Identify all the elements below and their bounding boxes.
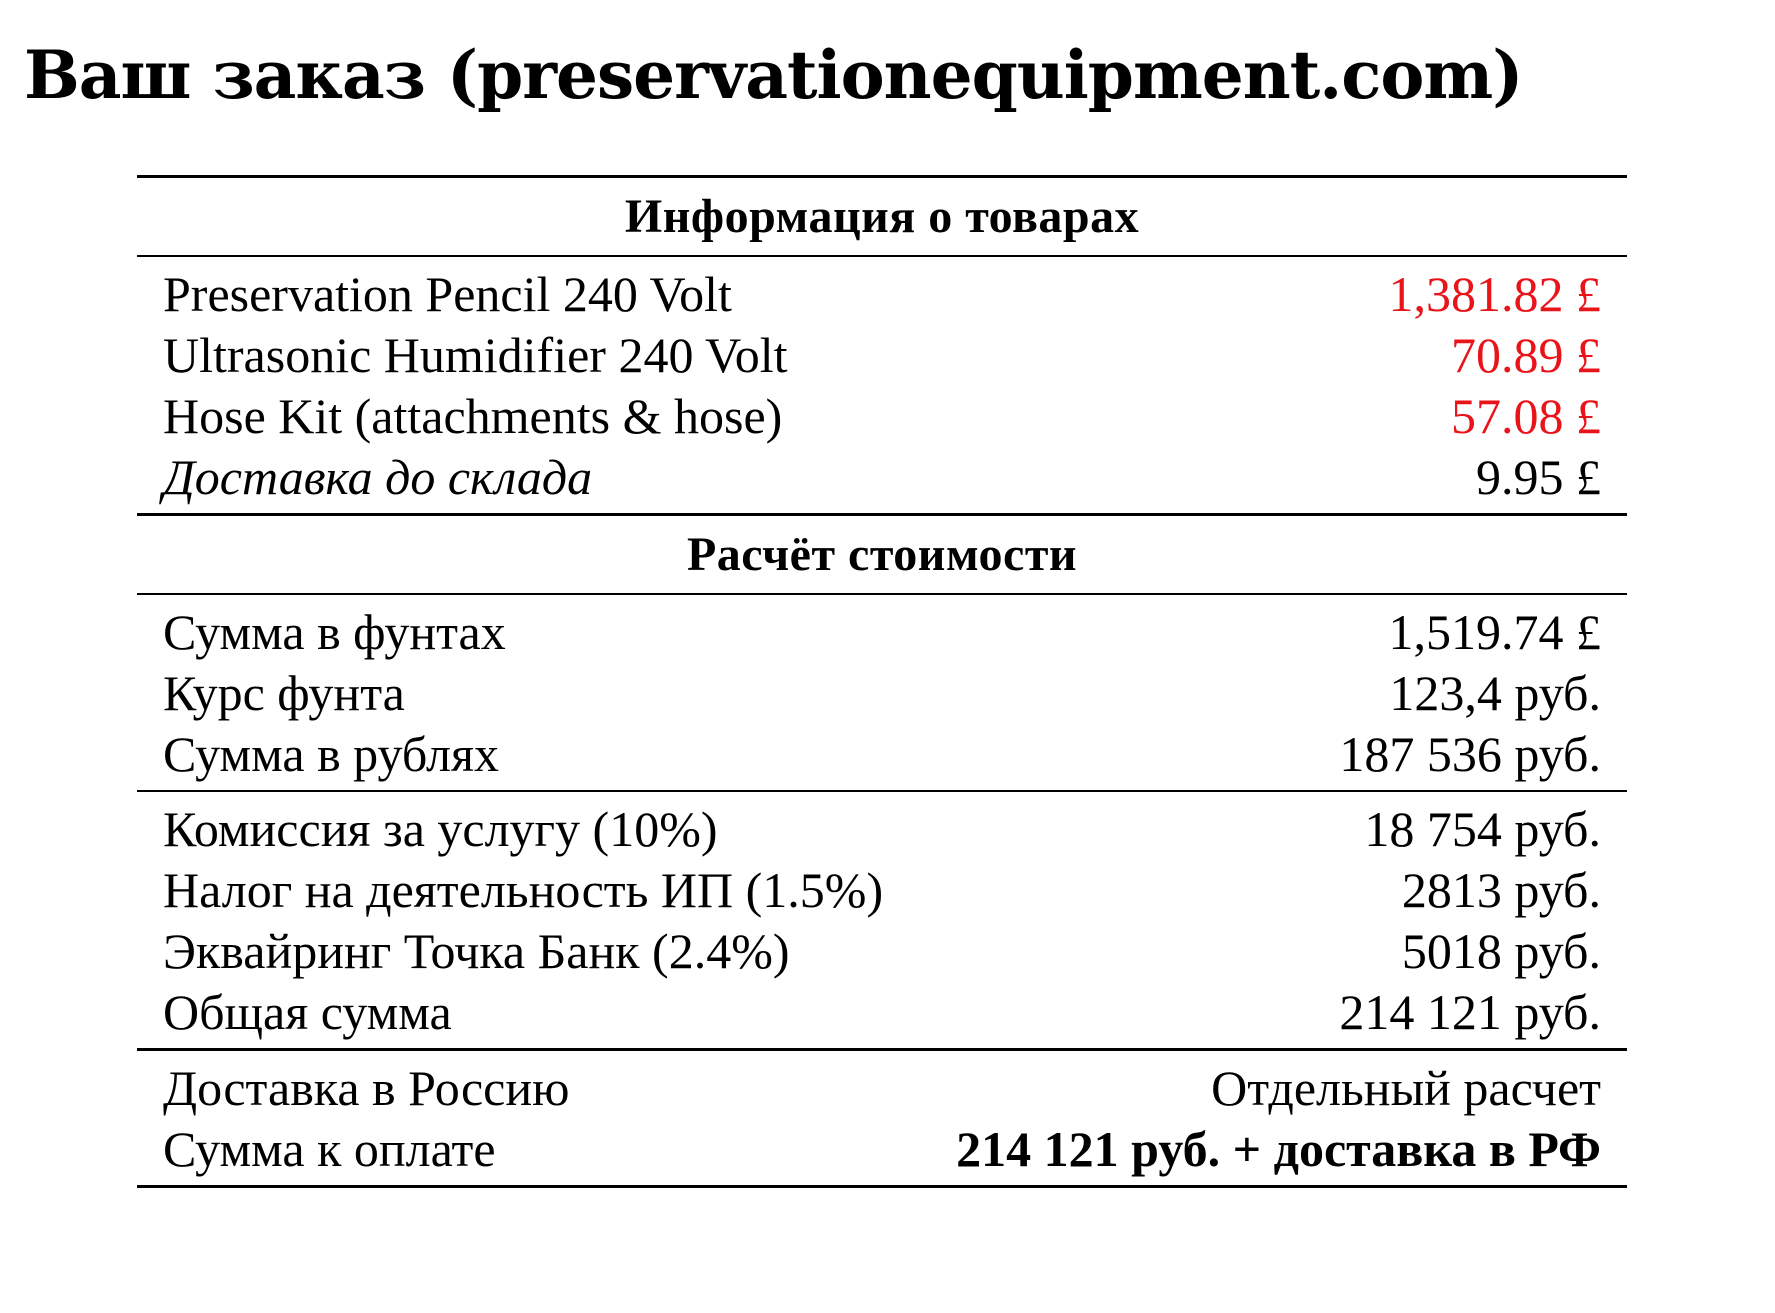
page-title: Ваш заказ (preservationequipment.com) [24, 36, 1523, 114]
exchange-rate-label: Курс фунта [163, 664, 405, 721]
sum-rub-row [163, 723, 1601, 784]
tax-value: 2813 руб. [1401, 861, 1601, 918]
commission-value: 18 754 руб. [1364, 800, 1601, 857]
tax-label: Налог на деятельность ИП (1.5%) [163, 861, 884, 918]
commission-label: Комиссия за услугу (10%) [163, 800, 718, 857]
product-price: 70.89 £ [1451, 326, 1601, 383]
sum-gbp-row [163, 601, 1601, 662]
acquiring-row [163, 920, 1601, 981]
delivery-russia-label: Доставка в Россию [163, 1059, 570, 1116]
product-price: 57.08 £ [1451, 387, 1601, 444]
sum-gbp-label: Сумма в фунтах [163, 603, 506, 660]
products-section-header: Информация о товарах [137, 175, 1627, 257]
fees-group [137, 790, 1627, 1048]
acquiring-value: 5018 руб. [1401, 922, 1601, 979]
total-value: 214 121 руб. [1339, 983, 1601, 1040]
total-label: Общая сумма [163, 983, 452, 1040]
exchange-rate-value: 123,4 руб. [1389, 664, 1601, 721]
product-price: 1,381.82 £ [1388, 265, 1601, 322]
product-name: Hose Kit (attachments & hose) [163, 387, 783, 444]
product-row [163, 385, 1601, 446]
sum-gbp-value: 1,519.74 £ [1388, 603, 1601, 660]
total-row [163, 981, 1601, 1042]
payment-group [137, 1048, 1627, 1188]
warehouse-shipping-label: Доставка до склада [163, 448, 593, 505]
amount-due-label: Сумма к оплате [163, 1120, 496, 1177]
acquiring-label: Эквайринг Точка Банк (2.4%) [163, 922, 790, 979]
conversion-group [137, 595, 1627, 790]
product-row [163, 263, 1601, 324]
products-list [137, 257, 1627, 513]
amount-due-row [163, 1118, 1601, 1179]
amount-due-value: 214 121 руб. + доставка в РФ [956, 1120, 1601, 1177]
warehouse-shipping-row [163, 446, 1601, 507]
order-summary-table [137, 175, 1627, 1188]
commission-row [163, 798, 1601, 859]
product-name: Preservation Pencil 240 Volt [163, 265, 732, 322]
exchange-rate-row [163, 662, 1601, 723]
product-name: Ultrasonic Humidifier 240 Volt [163, 326, 788, 383]
sum-rub-label: Сумма в рублях [163, 725, 500, 782]
sum-rub-value: 187 536 руб. [1339, 725, 1601, 782]
delivery-russia-value: Отдельный расчет [1211, 1059, 1601, 1116]
calculation-section-header: Расчёт стоимости [137, 513, 1627, 595]
warehouse-shipping-value: 9.95 £ [1476, 448, 1601, 505]
tax-row [163, 859, 1601, 920]
delivery-russia-row [163, 1057, 1601, 1118]
product-row [163, 324, 1601, 385]
